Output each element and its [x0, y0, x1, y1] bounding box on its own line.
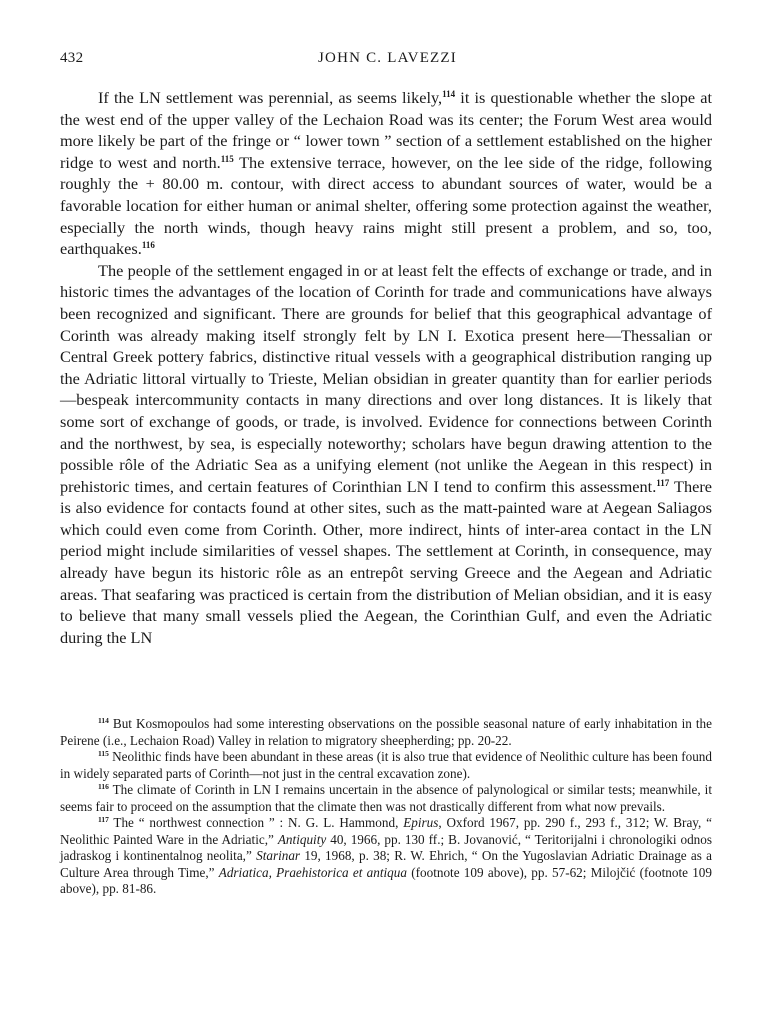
- footnote-text: 40, 1966, pp. 130 ff.; B. Jovanović, “ Teritorijalni i chronologiki odnos jadraskog i kontinentalnog neolita,”: [60, 831, 712, 863]
- footnote-number: 115: [98, 749, 109, 758]
- footnote-text: (footnote 109 above), pp. 57-62; Milojčić (footnote 109 above), pp. 81-86.: [60, 864, 712, 896]
- footnote-text: 19, 1968, p. 38; R. W. Ehrich, “ On the Yugoslavian Adriatic Drainage as a Culture Area through Time,”: [60, 848, 712, 880]
- citation-title: Antiquity: [277, 831, 327, 847]
- footnote-117: [60, 815, 712, 898]
- footnote-115: [60, 749, 712, 782]
- footnote-ref-116[interactable]: 116: [141, 240, 155, 251]
- footnote-ref-115[interactable]: 115: [220, 153, 234, 164]
- page-number: 432: [60, 50, 84, 66]
- footnote-114: [60, 716, 712, 749]
- paragraph-1-text-1: If the LN settlement was perennial, as seems likely,: [98, 88, 443, 107]
- citation-title: Starinar: [256, 848, 301, 863]
- citation-title: Epirus: [403, 815, 439, 830]
- footnotes: [60, 716, 712, 898]
- page-header: [60, 50, 715, 72]
- body-text: [60, 87, 712, 648]
- paragraph-2-text-2: There is also evidence for contacts found at other sites, such as the matt-painted ware at Aegean Saliagos which could even come from Corinth. Other, more indirect, hints of inter-area contact in the LN period might include similarities of vessel shapes. The settlement at Corinth, in consequence, may already have begun its historic rôle as an entrepôt serving Greece and the Aegean and Adriatic areas. That seafaring was practiced is certain from the distribution of Melian obsidian, and it is easy to believe that many small vessels plied the Aegean, the Corinthian Gulf, and even the Adriatic during the LN: [60, 476, 712, 647]
- footnote-text: The “ northwest connection ” : N. G. L. Hammond,: [108, 815, 404, 830]
- footnote-ref-117[interactable]: 117: [656, 477, 670, 488]
- footnote-ref-114[interactable]: 114: [442, 89, 456, 99]
- paragraph-1: [60, 87, 712, 260]
- paragraph-1-text-2: it is questionable whether the slope at the west end of the upper valley of the Lechaion Road was its center; the Forum West area would more likely be part of the fringe or “ lower town ” section of a settlement established on the higher ridge to west and north.: [60, 88, 712, 172]
- footnote-text: Neolithic finds have been abundant in these areas (it is also true that evidence of Neolithic culture has been found in widely separated parts of Corinth—not just in the central excavation zone).: [60, 749, 712, 781]
- footnote-116: [60, 782, 712, 815]
- footnote-number: 116: [98, 782, 109, 791]
- footnote-text: But Kosmopoulos had some interesting observations on the possible seasonal nature of early inhabitation in the Peirene (i.e., Lechaion Road) Valley in relation to migratory sheepherding; pp. 20-22.: [60, 716, 712, 748]
- footnote-text: , Oxford 1967, pp. 290 f., 293 f., 312; W. Bray, “ Neolithic Painted Ware in the Adriatic,”: [60, 815, 712, 847]
- citation-title: Adriatica, Praehistorica et antiqua: [218, 864, 407, 880]
- footnote-number: 114: [98, 716, 109, 725]
- paragraph-2: [60, 260, 712, 649]
- footnote-text: The climate of Corinth in LN I remains uncertain in the absence of palynological or similar tests; meanwhile, it seems fair to proceed on the assumption that the climate then was not drastically different from what now prevails.: [60, 782, 712, 814]
- paragraph-1-text-3: The extensive terrace, however, on the lee side of the ridge, following roughly the + 80.00 m. contour, with direct access to abundant sources of water, would be a favorable location for either human or animal shelter, offering some protection against the weather, especially the north winds, though heavy rains might still present a problem, and so, too, earthquakes.: [60, 152, 713, 259]
- paragraph-2-text-1: The people of the settlement engaged in or at least felt the effects of exchange or trade, and in historic times the advantages of the location of Corinth for trade and communications have always been recognized and significant. There are grounds for belief that this geographical advantage of Corinth was already making itself strongly felt by LN I. Exotica present here—Thessalian or Central Greek pottery fabrics, distinctive ritual vessels with a geographical distribution ranging up the Adriatic littoral virtually to Trieste, Melian obsidian in greater quantity than for earlier periods—bespeak intercommunity contacts in many directions and over long distances. It is likely that some sort of exchange of goods, or trade, is involved. Evidence for connections between Corinth and the northwest, by sea, is especially noteworthy; scholars have begun drawing attention to the possible rôle of the Adriatic Sea as a unifying element (not unlike the Aegean in this respect) in prehistoric times, and certain features of Corinthian LN I tend to confirm this assessment.: [60, 260, 712, 496]
- running-head: JOHN C. LAVEZZI: [318, 50, 457, 66]
- footnote-number: 117: [98, 815, 109, 824]
